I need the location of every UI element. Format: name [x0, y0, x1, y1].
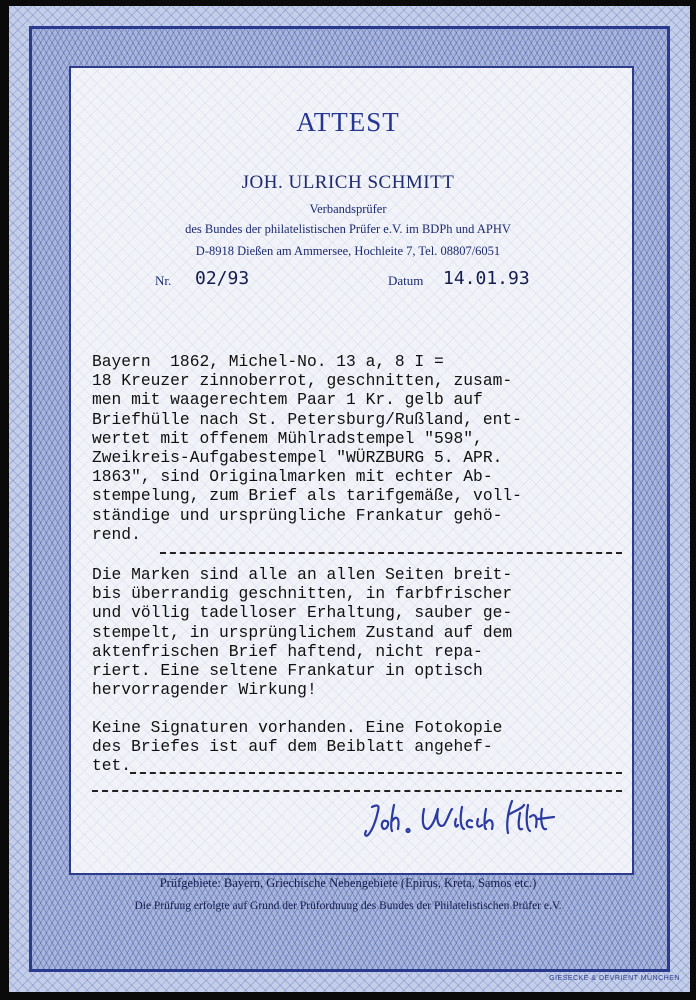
paragraph-description: Bayern 1862, Michel-No. 13 a, 8 I = 18 Kreuzer zinnoberrot, geschnitten, zusam- men mit waagerechtem Paar 1 Kr. gelb auf Briefhülle nach St. Petersburg/Rußland, ent- wertet mit offenem Mühlradstempel "598", Zweikreis-Aufgabestempel "WÜRZBURG 5. APR. 1863", sind Originalmarken mit echter Ab- stempelung, zum Brief als tarifgemäße, voll- ständige und ursprüngliche Frankatur gehö- rend. [92, 352, 522, 544]
dashed-rule [160, 552, 622, 554]
dashed-rule [130, 772, 622, 774]
certificate-date: 14.01.93 [443, 268, 530, 289]
examiner-address: D-8918 Dießen am Ammersee, Hochleite 7, Tel. 08807/6051 [195, 244, 501, 258]
certificate-title: ATTEST [296, 107, 400, 137]
certificate-date-label: Datum [388, 273, 424, 288]
certificate-number-label: Nr. [155, 273, 172, 288]
paragraph-notes: Keine Signaturen vorhanden. Eine Fotokopie des Briefes ist auf dem Beiblatt angehef- tet. [92, 718, 503, 776]
paragraph-condition: Die Marken sind alle an allen Seiten breit- bis überrandig geschnitten, in farbfrischer und völlig tadelloser Erhaltung, sauber ge- stempelt, in ursprünglichem Zustand auf dem aktenfrischen Brief haftend, nicht repa- riert. Eine seltene Frankatur in optisch hervorragender Wirkung! [92, 565, 513, 700]
handwritten-signature [362, 795, 562, 845]
examiner-role: Verbandsprüfer [309, 202, 387, 216]
publisher-imprint: GIESECKE & DEVRIENT MÜNCHEN [549, 975, 680, 982]
examiner-name: JOH. ULRICH SCHMITT [241, 172, 455, 193]
examination-rules: Die Prüfung erfolgte auf Grund der Prüfordnung des Bundes der Philatelistischen Prüfer e.V. [134, 900, 562, 912]
examiner-association: des Bundes der philatelistischen Prüfer e.V. im BDPh und APHV [185, 222, 511, 236]
dashed-rule [92, 790, 622, 792]
certificate-number: 02/93 [195, 268, 250, 289]
examination-areas: Prüfgebiete: Bayern, Griechische Nebengebiete (Epirus, Kreta, Samos etc.) [159, 876, 537, 890]
